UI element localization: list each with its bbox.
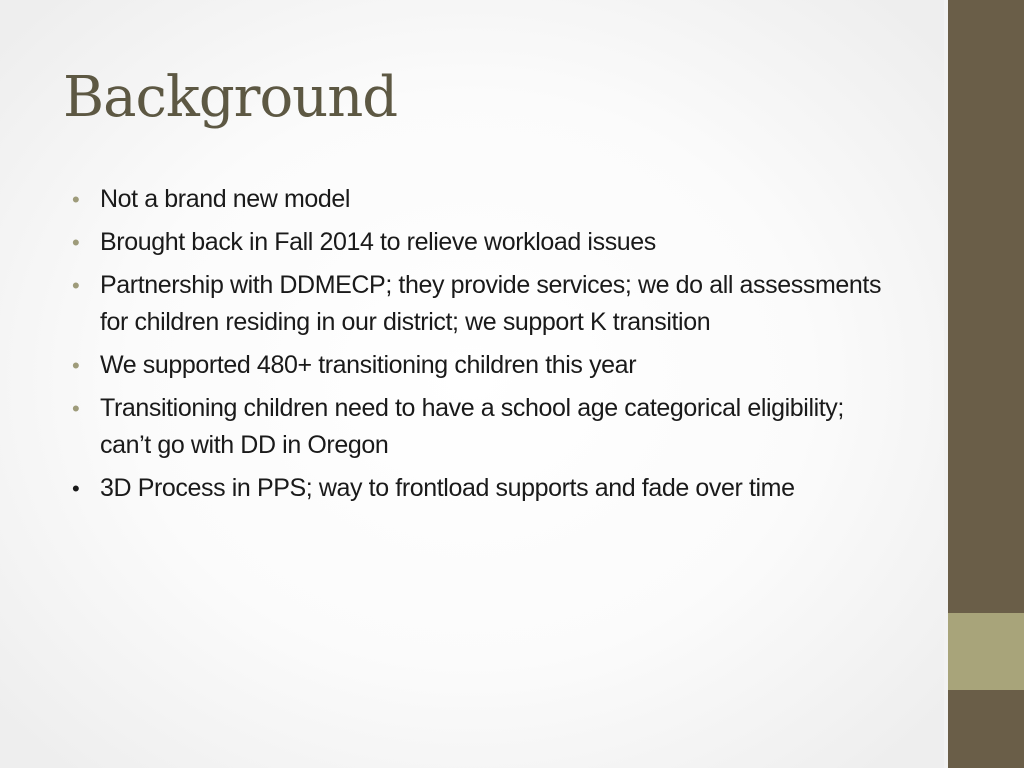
bullet-marker: • — [72, 187, 80, 212]
bullet-text: Not a brand new model — [100, 185, 351, 213]
side-bar-accent — [948, 613, 1024, 690]
bullet-text: Brought back in Fall 2014 to relieve workload issues — [100, 228, 656, 256]
bullet-item — [72, 347, 892, 384]
bullet-marker: • — [72, 396, 80, 421]
bullet-text: Partnership with DDMECP; they provide services; we do all assessments for children residing in our district; we support K transition — [100, 271, 882, 336]
bullet-item — [72, 224, 892, 261]
bullet-marker: • — [72, 476, 80, 501]
bullet-text: 3D Process in PPS; way to frontload supports and fade over time — [100, 474, 795, 502]
bullet-text: Transitioning children need to have a school age categorical eligibility; can’t go with DD in Oregon — [100, 394, 844, 459]
bullet-text: We supported 480+ transitioning children this year — [100, 351, 637, 379]
bullet-item — [72, 267, 892, 341]
bullet-marker: • — [72, 353, 80, 378]
bullet-marker: • — [72, 273, 80, 298]
bullet-list — [72, 181, 892, 513]
bullet-item — [72, 390, 892, 464]
slide-title: Background — [63, 65, 398, 130]
bullet-marker: • — [72, 230, 80, 255]
bullet-item — [72, 181, 892, 218]
bullet-item — [72, 470, 892, 507]
